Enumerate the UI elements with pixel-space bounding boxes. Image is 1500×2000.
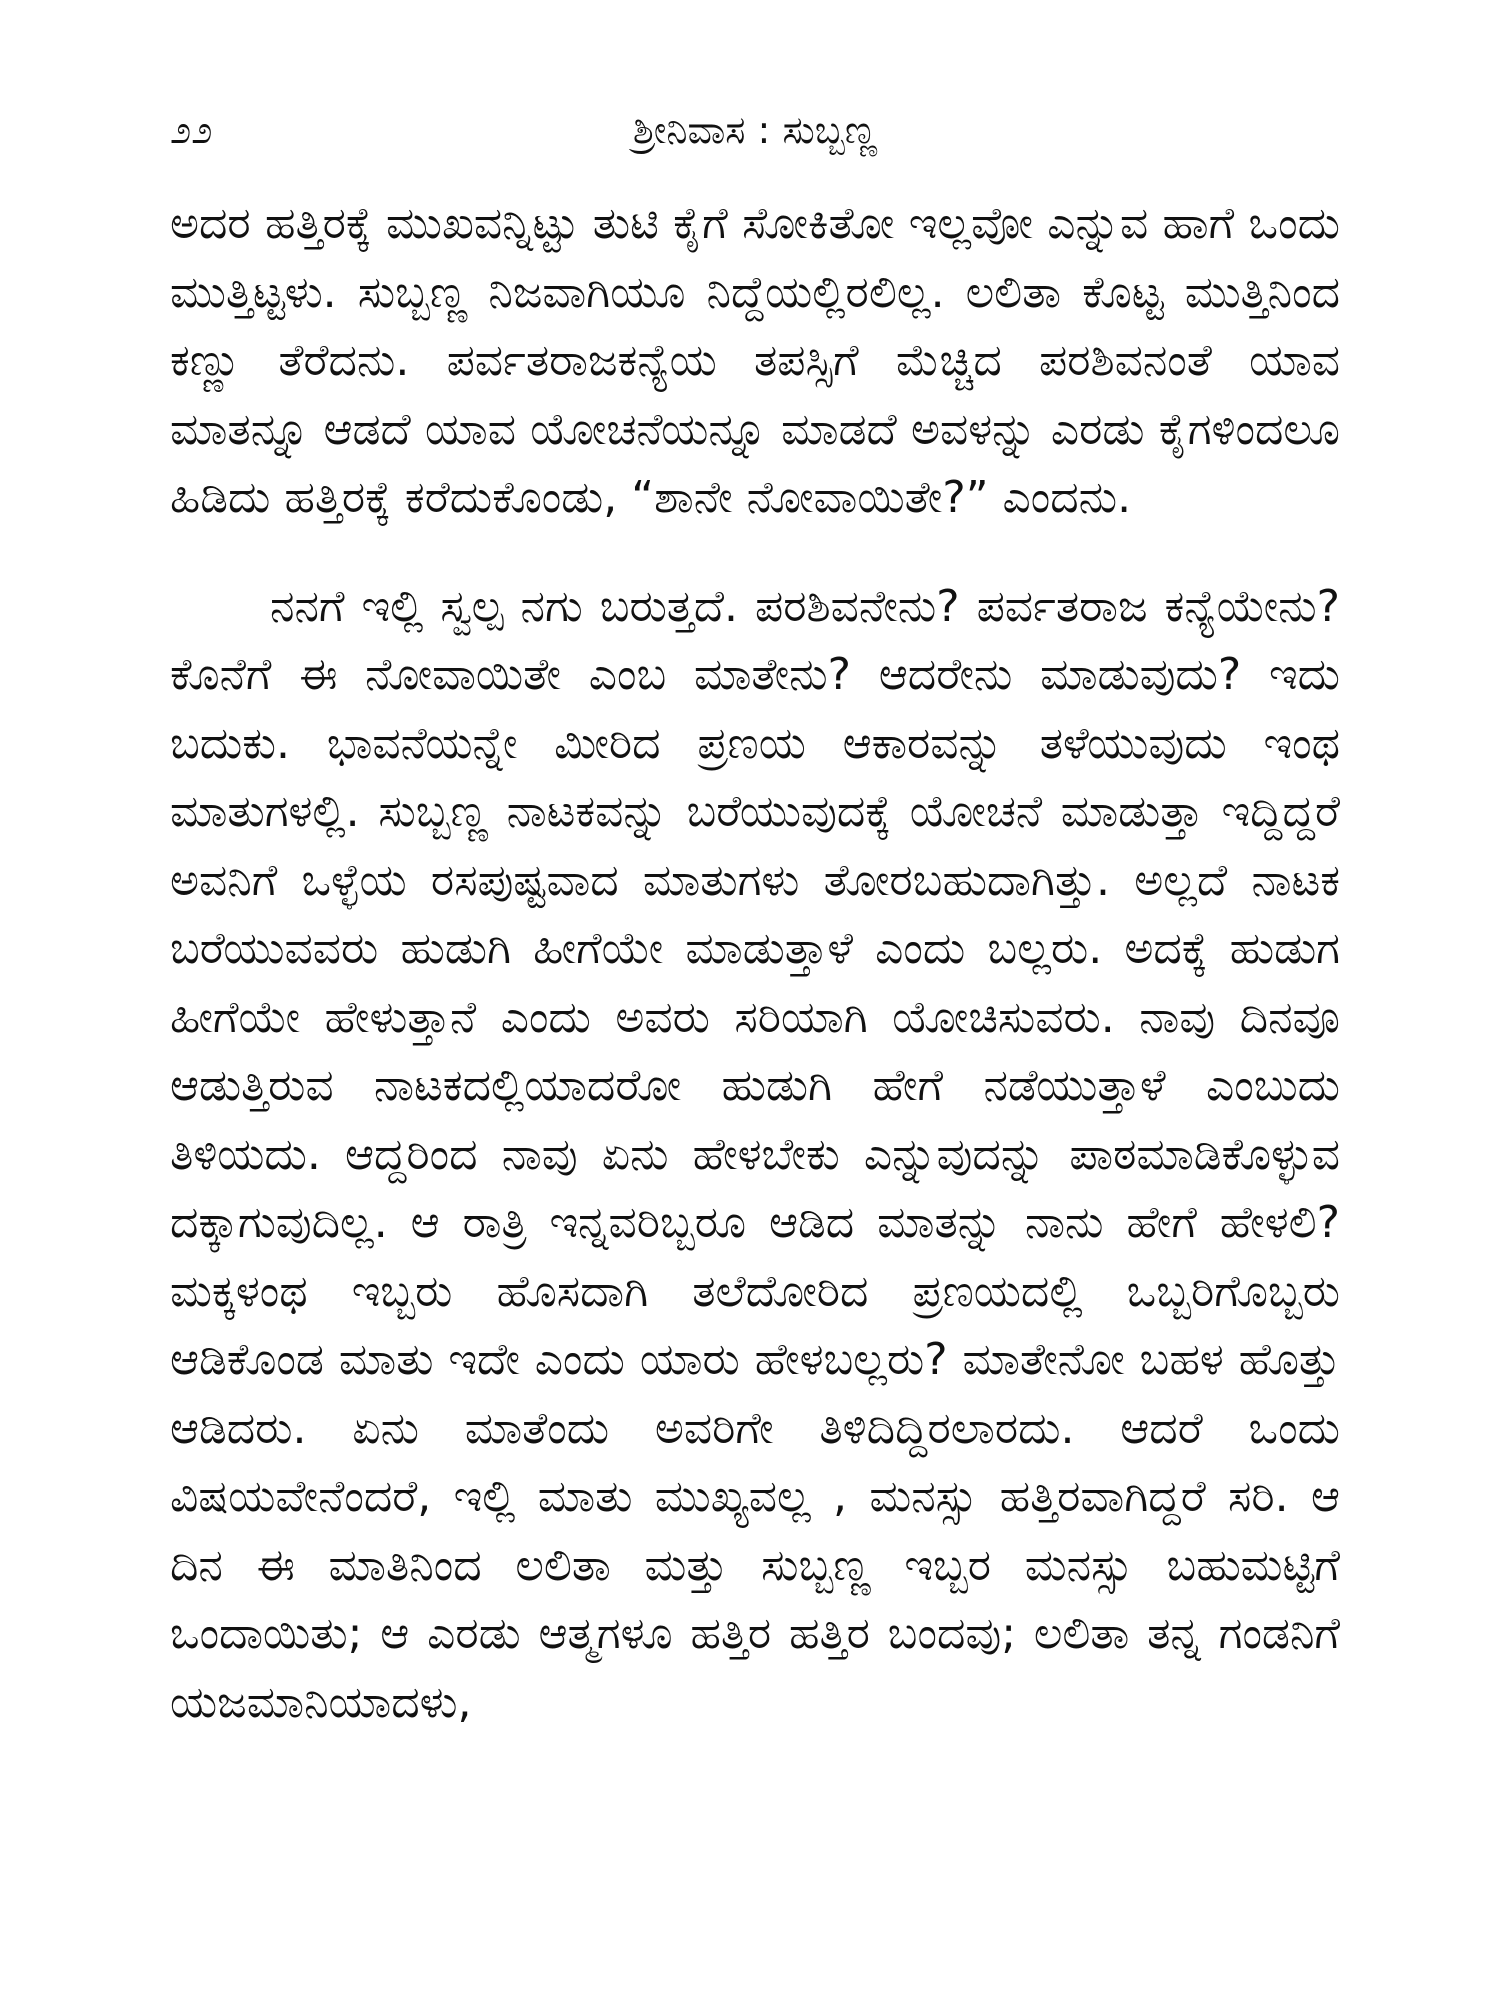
page-number: ೨೨ bbox=[170, 108, 213, 152]
paragraph-1: ಅದರ ಹತ್ತಿರಕ್ಕೆ ಮುಖವನ್ನಿಟ್ಟು ತುಟಿ ಕೈಗೆ ಸೋಕಿತೋ ಇಲ್ಲವೋ ಎನ್ನುವ ಹಾಗೆ ಒಂದು ಮುತ್ತಿಟ್ಟಳು. ಸುಬ್ಬಣ್ಣ ನಿಜವಾಗಿಯೂ ನಿದ್ದೆಯಲ್ಲಿರಲಿಲ್ಲ. ಲಲಿತಾ ಕೊಟ್ಟ ಮುತ್ತಿನಿಂದ ಕಣ್ಣು ತೆರೆದನು. ಪರ್ವತರಾಜಕನ್ಯೆಯ ತಪಸ್ಸಿಗೆ ಮೆಚ್ಚಿದ ಪರಶಿವನಂತೆ ಯಾವ ಮಾತನ್ನೂ ಆಡದೆ ಯಾವ ಯೋಚನೆಯನ್ನೂ ಮಾಡದೆ ಅವಳನ್ನು ಎರಡು ಕೈಗಳಿಂದಲೂ ಹಿಡಿದು ಹತ್ತಿರಕ್ಕೆ ಕರೆದುಕೊಂಡು, “ಶಾನೇ ನೋವಾಯಿತೇ?” ಎಂದನು. bbox=[170, 198, 1340, 523]
running-title: ಶ್ರೀನಿವಾಸ : ಸುಬ್ಬಣ್ಣ bbox=[632, 108, 878, 152]
paragraph-2: ನನಗೆ ಇಲ್ಲಿ ಸ್ವಲ್ಪ ನಗು ಬರುತ್ತದೆ. ಪರಶಿವನೇನು? ಪರ್ವತರಾಜ ಕನ್ಯೆಯೇನು? ಕೊನೆಗೆ ಈ ನೋವಾಯಿತೇ ಎಂಬ ಮಾತೇನು? ಆದರೇನು ಮಾಡುವುದು? ಇದು ಬದುಕು. ಭಾವನೆಯನ್ನೇ ಮೀರಿದ ಪ್ರಣಯ ಆಕಾರವನ್ನು ತಳೆಯುವುದು ಇಂಥ ಮಾತುಗಳಲ್ಲಿ. ಸುಬ್ಬಣ್ಣ ನಾಟಕವನ್ನು ಬರೆಯುವುದಕ್ಕೆ ಯೋಚನೆ ಮಾಡುತ್ತಾ ಇದ್ದಿದ್ದರೆ ಅವನಿಗೆ ಒಳ್ಳೆಯ ರಸಪುಷ್ಟವಾದ ಮಾತುಗಳು ತೋರಬಹುದಾಗಿತ್ತು. ಅಲ್ಲದೆ ನಾಟಕ ಬರೆಯುವವರು ಹುಡುಗಿ ಹೀಗೆಯೇ ಮಾಡುತ್ತಾಳೆ ಎಂದು ಬಲ್ಲರು. ಅದಕ್ಕೆ ಹುಡುಗ ಹೀಗೆಯೇ ಹೇಳುತ್ತಾನೆ ಎಂದು ಅವರು ಸರಿಯಾಗಿ ಯೋಚಿಸುವರು. ನಾವು ದಿನವೂ ಆಡುತ್ತಿರುವ ನಾಟಕದಲ್ಲಿಯಾದರೋ ಹುಡುಗಿ ಹೇಗೆ ನಡೆಯುತ್ತಾಳೆ ಎಂಬುದು ತಿಳಿಯದು. ಆದ್ದರಿಂದ ನಾವು ಏನು ಹೇಳಬೇಕು ಎನ್ನುವುದನ್ನು ಪಾಠಮಾಡಿಕೊಳ್ಳುವ ದಕ್ಕಾಗುವುದಿಲ್ಲ. ಆ ರಾತ್ರಿ ಇನ್ನವರಿಬ್ಬರೂ ಆಡಿದ ಮಾತನ್ನು ನಾನು ಹೇಗೆ ಹೇಳಲಿ? ಮಕ್ಕಳಂಥ ಇಬ್ಬರು ಹೊಸದಾಗಿ ತಲೆದೋರಿದ ಪ್ರಣಯದಲ್ಲಿ ಒಬ್ಬರಿಗೊಬ್ಬರು ಆಡಿಕೊಂಡ ಮಾತು ಇದೇ ಎಂದು ಯಾರು ಹೇಳಬಲ್ಲರು? ಮಾತೇನೋ ಬಹಳ ಹೊತ್ತು ಆಡಿದರು. ಏನು ಮಾತೆಂದು ಅವರಿಗೇ ತಿಳಿದಿದ್ದಿರಲಾರದು. ಆದರೆ ಒಂದು ವಿಷಯವೇನೆಂದರೆ, ಇಲ್ಲಿ ಮಾತು ಮುಖ್ಯವಲ್ಲ , ಮನಸ್ಸು ಹತ್ತಿರವಾಗಿದ್ದರೆ ಸರಿ. ಆ ದಿನ ಈ ಮಾತಿನಿಂದ ಲಲಿತಾ ಮತ್ತು ಸುಬ್ಬಣ್ಣ ಇಬ್ಬರ ಮನಸ್ಸು ಬಹುಮಟ್ಟಿಗೆ ಒಂದಾಯಿತು; ಆ ಎರಡು ಆತ್ಮಗಳೂ ಹತ್ತಿರ ಹತ್ತಿರ ಬಂದವು; ಲಲಿತಾ ತನ್ನ ಗಂಡನಿಗೆ ಯಜಮಾನಿಯಾದಳು, bbox=[170, 580, 1340, 1728]
body-text bbox=[170, 190, 1340, 1737]
page-header bbox=[170, 100, 1340, 160]
